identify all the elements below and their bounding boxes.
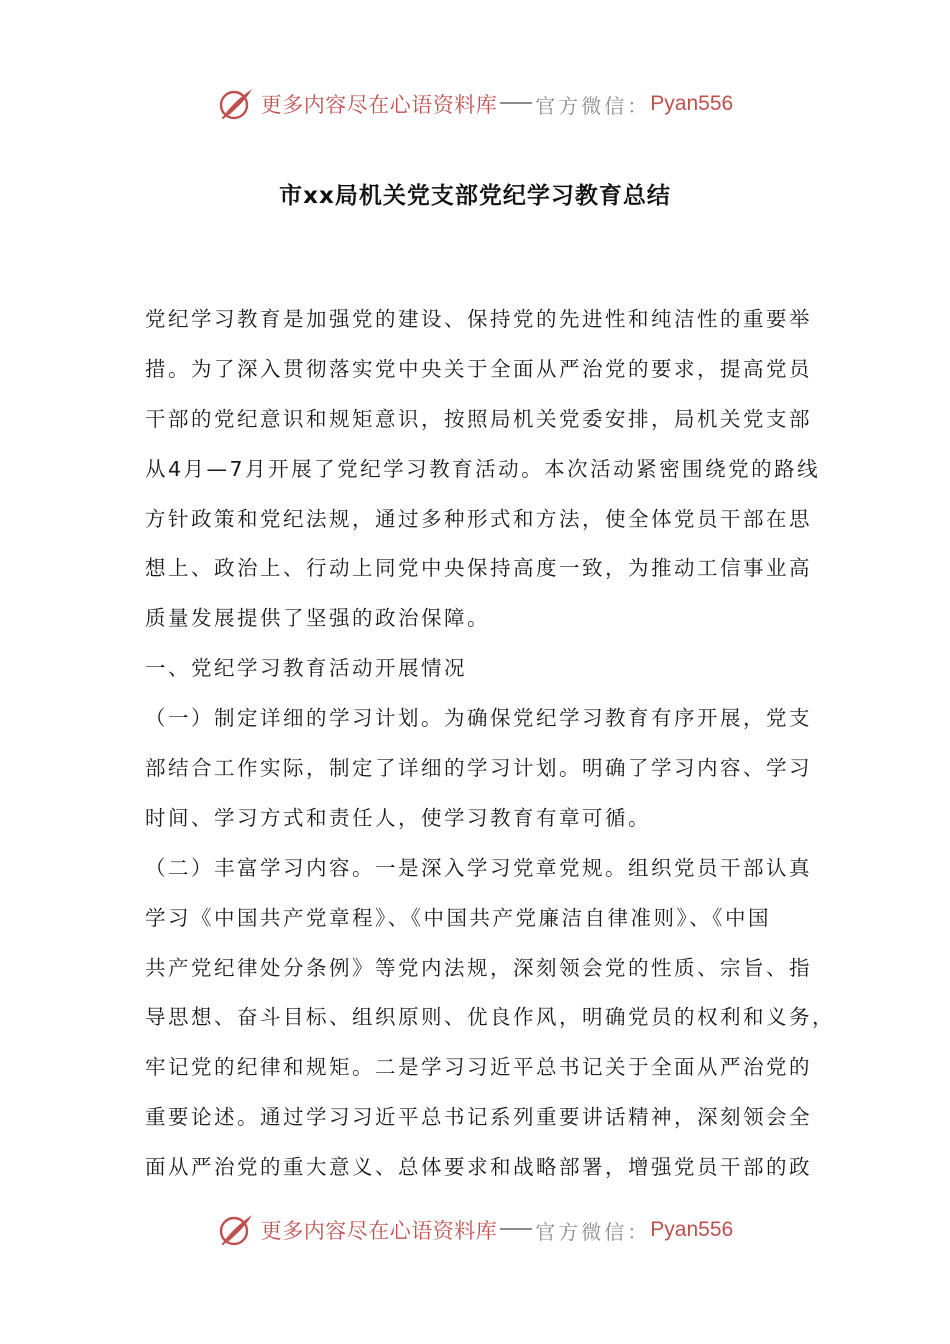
wechat-id: Pyan556 xyxy=(650,92,734,115)
text-line: （一）制定详细的学习计划。为确保党纪学习教育有序开展，党支 xyxy=(145,706,812,731)
text-line: 牢记党的纪律和规矩。二是学习习近平总书记关于全面从严治党的 xyxy=(145,1055,812,1080)
document-title: 市xx局机关党支部党纪学习教育总结 xyxy=(279,183,671,209)
wechat-label: 官方微信： xyxy=(535,93,651,118)
quill-logo-icon xyxy=(217,1210,257,1250)
brand-text: 更多内容尽在心语资料库 xyxy=(260,93,498,117)
text-line: 时间、学习方式和责任人，使学习教育有章可循。 xyxy=(145,805,651,830)
text-line: 共产党纪律处分条例》等党内法规，深刻领会党的性质、宗旨、指 xyxy=(145,955,812,980)
text-line: 学习《中国共产党章程》、《中国共产党廉洁自律准则》、《中国 xyxy=(145,905,771,930)
document-body xyxy=(145,295,835,1193)
banner-divider xyxy=(500,1228,532,1230)
wechat-label: 官方微信： xyxy=(535,1219,651,1244)
wechat-id: Pyan556 xyxy=(650,1218,734,1241)
text-line: 重要论述。通过学习习近平总书记系列重要讲话精神，深刻领会全 xyxy=(145,1105,812,1130)
text-line: 措。为了深入贯彻落实党中央关于全面从严治党的要求，提高党员 xyxy=(145,356,812,381)
header-watermark xyxy=(0,82,950,126)
text-line: 部结合工作实际，制定了详细的学习计划。明确了学习内容、学习 xyxy=(145,756,812,781)
quill-logo-icon xyxy=(217,84,257,124)
brand-text: 更多内容尽在心语资料库 xyxy=(260,1219,498,1243)
text-line: （二）丰富学习内容。一是深入学习党章党规。组织党员干部认真 xyxy=(145,855,812,880)
text-line: 方针政策和党纪法规，通过多种形式和方法，使全体党员干部在思 xyxy=(145,506,812,531)
text-line: 党纪学习教育是加强党的建设、保持党的先进性和纯洁性的重要举 xyxy=(145,307,812,331)
text-line: 干部的党纪意识和规矩意识，按照局机关党委安排，局机关党支部 xyxy=(145,406,812,431)
banner-divider xyxy=(500,102,532,104)
section-heading: 一、党纪学习教育活动开展情况 xyxy=(145,656,467,681)
text-line: 质量发展提供了坚强的政治保障。 xyxy=(145,606,490,631)
footer-watermark xyxy=(0,1208,950,1252)
text-line: 从4月—7月开展了党纪学习教育活动。本次活动紧密围绕党的路线 xyxy=(145,456,821,481)
text-line: 面从严治党的重大意义、总体要求和战略部署，增强党员干部的政 xyxy=(145,1155,812,1180)
text-line: 想上、政治上、行动上同党中央保持高度一致，为推动工信事业高 xyxy=(145,556,812,581)
text-line: 导思想、奋斗目标、组织原则、优良作风，明确党员的权利和义务， xyxy=(145,1005,835,1030)
